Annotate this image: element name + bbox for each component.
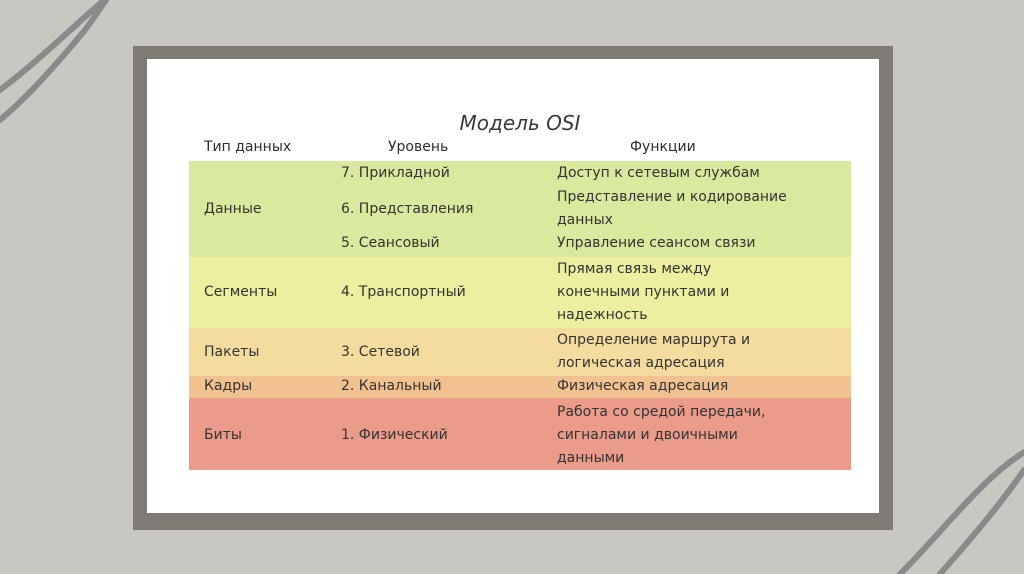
header-data-type: Тип данных xyxy=(204,139,292,155)
data-type-cell: Кадры xyxy=(204,378,253,394)
data-type-cell: Сегменты xyxy=(204,284,278,300)
data-type-cell: Пакеты xyxy=(204,344,260,360)
function-cell: Физическая адресация xyxy=(557,378,729,394)
function-cell: Работа со средой передачи, сигналами и двоичными данными xyxy=(557,404,766,466)
level-cell: 7. Прикладной xyxy=(341,165,450,181)
data-type-cell: Данные xyxy=(204,201,262,217)
function-cell: Представление и кодирование данных xyxy=(557,189,787,228)
function-cell: Управление сеансом связи xyxy=(557,235,756,251)
table-group-frames xyxy=(189,376,851,398)
function-cell: Доступ к сетевым службам xyxy=(557,165,760,181)
level-cell: 4. Транспортный xyxy=(341,284,466,300)
function-cell: Определение маршрута и логическая адресация xyxy=(557,332,751,371)
level-cell: 5. Сеансовый xyxy=(341,235,440,251)
table-group-packets xyxy=(189,328,851,376)
level-cell: 6. Представления xyxy=(341,201,474,217)
level-cell: 2. Канальный xyxy=(341,378,442,394)
table-title: Модель OSI xyxy=(459,111,581,135)
data-type-cell: Биты xyxy=(204,427,242,443)
level-cell: 1. Физический xyxy=(341,427,448,443)
header-functions: Функции xyxy=(630,139,696,155)
table-group-segments xyxy=(189,257,851,328)
header-level: Уровень xyxy=(388,139,449,155)
table-group-bits xyxy=(189,398,851,470)
function-cell: Прямая связь между конечными пунктами и надежность xyxy=(557,261,730,323)
level-cell: 3. Сетевой xyxy=(341,344,420,360)
table-group-data xyxy=(189,161,851,257)
